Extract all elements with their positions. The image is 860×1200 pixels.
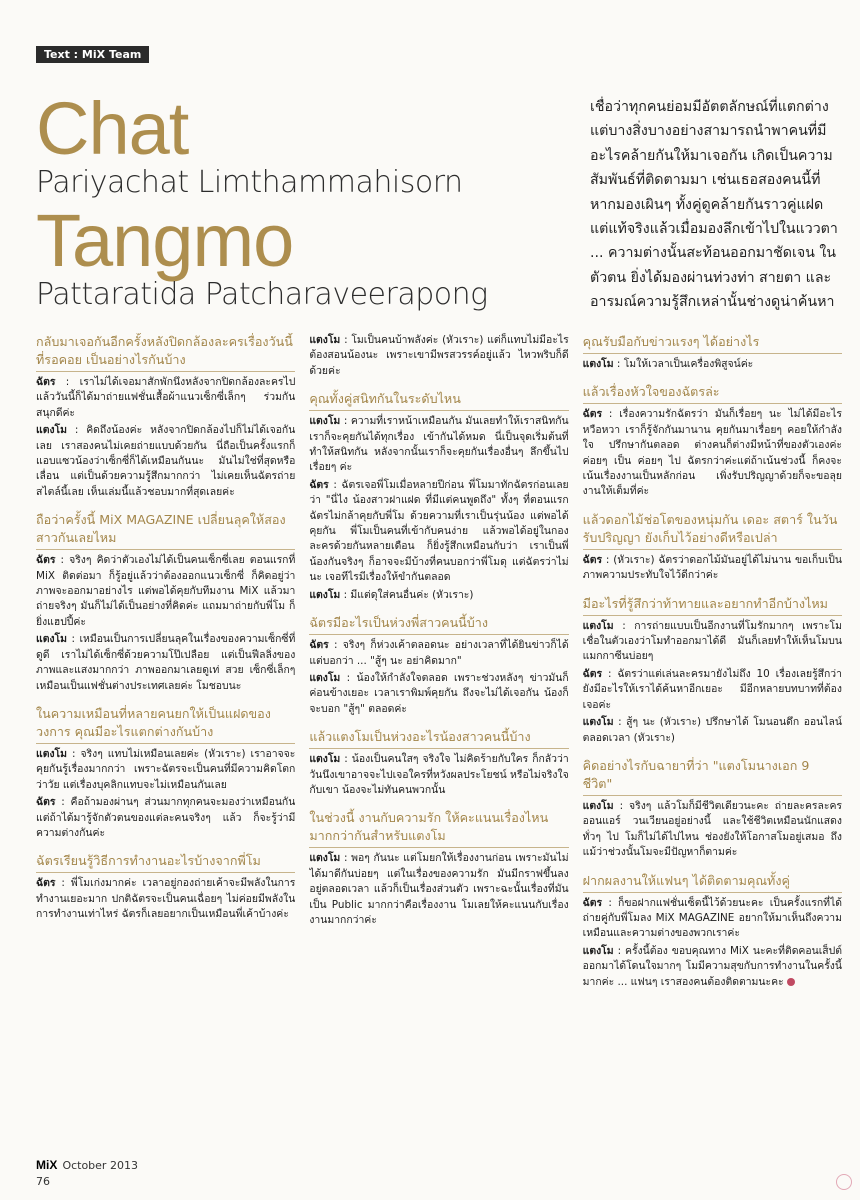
- question-heading: ฝากผลงานให้แฟนๆ ได้ติดตามคุณทั้งคู่: [583, 872, 842, 893]
- answer-paragraph: [583, 553, 842, 584]
- qa-block: [309, 333, 568, 379]
- name1-short: Chat: [36, 87, 189, 170]
- answer-text: : ฉัตรว่าแต่เล่นละครมายังไม่ถึง 10 เรื่องเลยรู้สึกว่ายังมีอะไรให้เราได้ค้นหาอีกเยอะ มีอีกหลายบทบาทที่ต้องเจอค่ะ: [582, 667, 842, 711]
- answer-paragraph: [309, 414, 568, 476]
- answer-paragraph: [309, 478, 568, 586]
- question-heading: คุณรับมือกับข่าวแรงๆ ได้อย่างไร: [583, 333, 842, 354]
- speaker-name: แตงโม: [36, 633, 67, 646]
- qa-block: [36, 705, 295, 841]
- answer-text: : มีแต่ดุใส่คนอื่นค่ะ (หัวเราะ): [343, 588, 474, 601]
- answer-text: : ความที่เราหน้าเหมือนกัน มันเลยทำให้เราสนิทกัน เราก็จะคุยกันได้ทุกเรื่อง เข้ากันได้หมด นี่เป็นจุดเริ่มต้นที่ทำให้สนิทกัน หลังจากนั้นเราก็จะคุยกันเรื่องอื่นๆ ลึกขึ้นไปเรื่อยๆ ค่ะ: [309, 415, 569, 474]
- answer-paragraph: [583, 667, 842, 713]
- question-heading: ในความเหมือนที่หลายคนยกให้เป็นแฝดของวงการ คุณมีอะไรแตกต่างกันบ้าง: [36, 705, 295, 744]
- page-number: 76: [36, 1175, 50, 1188]
- answer-paragraph: [309, 671, 568, 717]
- interview-column: [36, 333, 295, 1141]
- magazine-brand: MiX: [36, 1158, 58, 1172]
- speaker-name: ฉัตร: [582, 896, 603, 909]
- answer-paragraph: [36, 375, 295, 421]
- interview-columns: [36, 333, 842, 1141]
- answer-text: : พอๆ กันนะ แต่โมยกให้เรื่องงานก่อน เพราะมันไม่ได้มาดีกันบ่อยๆ แต่ในเรื่องของความรัก มันมีกราฟขึ้นลงอยู่ตลอดเวลา แล้วก็เป็นเรื่องส่วนตัว เพราะฉะนั้นเรื่องที่มันเป็น Public มากกว่าคือเรื่องงาน โมเลยให้คะแนนกับเรื่องงานมากกว่าค่ะ: [309, 852, 569, 926]
- answer-paragraph: [309, 333, 568, 379]
- corner-stamp-icon: [836, 1174, 852, 1190]
- qa-block: [583, 333, 842, 372]
- speaker-name: แตงโม: [582, 619, 614, 632]
- answer-text: : ครั้งนี้ต้อง ขอบคุณทาง MiX นะคะที่ติดคอนเส็ปต์ออกมาได้โดนใจมากๆ โมมีความสุขกับการทำงานในครั้งนี้มากค่ะ ... แฟนๆ เราสองคนต้องติดตามนะคะ: [582, 944, 842, 988]
- intro-paragraph: เชื่อว่าทุกคนย่อมมีอัตตลักษณ์ที่แตกต่าง แต่บางสิ่งบางอย่างสามารถนำพาคนที่มีอะไรคล้ายกันให้มาเจอกัน เกิดเป็นความสัมพันธ์ที่ติดตามมา เช่นเธอสองคนนี้ที่หากมองเผินๆ ทั้งคู่ดูคล้ายกันราวคู่แฝด แต่แท้จริงแล้วเมื่อมองลึกเข้าไปในแววตา ... ความต่างนั้นสะท้อนออกมาชัดเจน ในตัวตน ยิ่งได้มองผ่านท่วงท่า สายตา และอารมณ์ความรู้สึกเหล่านั้นช่างดูน่าค้นหา: [590, 99, 838, 311]
- speaker-name: แตงโม: [309, 588, 341, 601]
- question-heading: แล้วดอกไม้ช่อโตของหนุ่มกัน เดอะ สตาร์ ในวันรับปริญญา ยังเก็บไว้อย่างดีหรือเปล่า: [583, 511, 842, 550]
- speaker-name: แตงโม: [309, 852, 341, 865]
- interview-column: [309, 333, 568, 1141]
- answer-paragraph: [583, 944, 842, 990]
- answer-text: : พี่โมเก่งมากค่ะ เวลาอยู่กองถ่ายเค้าจะมีพลังในการทำงานเยอะมาก ปกติฉัตรจะเป็นคนเฉื่อยๆ ไม่ค่อยมีพลังในการทำงานเท่าไหร่ ฉัตรก็เลยอยากเป็นเหมือนพี่เค้าบ้างค่ะ: [36, 877, 296, 921]
- speaker-name: ฉัตร: [309, 478, 329, 491]
- answer-text: : เรื่องความรักฉัตรว่า มันก็เรื่อยๆ นะ ไม่ได้มีอะไรหวือหวา เราก็รู้จักกันมานาน คุยกันมาเรื่อยๆ คอยให้กำลังใจ ปรึกษากันตลอด ต่างคนก็ต่างมีหน้าที่ของตัวเองค่ะ ค่อยๆ เป็น ค่อยๆ ไป ฉัตรกว่าค่ะแต่ถ้าเน้นช่วงนี้ ก็คงจะเน้นเรื่องงานเป็นหลักก่อน เพิ่งรับปริญญาด้วยก็จะขอลุยงานให้เต็มที่ค่ะ: [582, 408, 842, 498]
- speaker-name: ฉัตร: [36, 554, 56, 567]
- answer-paragraph: [36, 423, 295, 500]
- answer-text: : ฉัตรเจอพี่โมเมื่อหลายปีก่อน พี่โมมาทักฉัตรก่อนเลยว่า "นี่ไง น้องสาวฝาแฝด ที่มีแต่คนพูดถึง" ทั้งๆ ที่ตอนแรกฉัตรไม่กล้าคุยกับพี่โม ด้วยความที่เราเป็นรุ่นน้อง แต่พอได้คุยกัน พี่โมเป็นคนที่เข้ากับคนง่าย แล้วพอได้อยู่ในกองละครด้วยกันหลายเดือน ก็ยิ่งรู้สึกเหมือนกับว่า เราเป็นพี่น้องกันจริงๆ ก็อาจจะมีบ้างที่คนบอกว่าพี่โมดุ แต่ฉัตรว่าไม่นะ เจอทีไรมีเรื่องให้ขำกันตลอด: [309, 478, 569, 584]
- speaker-name: ฉัตร: [582, 553, 603, 566]
- answer-paragraph: [36, 747, 295, 793]
- answer-paragraph: [309, 638, 568, 669]
- speaker-name: ฉัตร: [36, 376, 56, 388]
- issue-date: October 2013: [62, 1159, 138, 1172]
- answer-text: : เราไม่ได้เจอมาสักพักนึงหลังจากปิดกล้องละครไป แล้ววันนี้ก็ได้มาถ่ายแฟชั่นเสื้อผ้าแนวเซ็กซี่เล็กๆ ร่วมกัน สนุกดีค่ะ: [36, 376, 296, 419]
- qa-block: [583, 595, 842, 746]
- answer-paragraph: [583, 407, 842, 499]
- answer-text: : (หัวเราะ) ฉัตรว่าดอกไม้มันอยู่ได้ไม่นาน ขอเก็บเป็นภาพความประทับใจไว้ดีกว่าค่ะ: [582, 553, 842, 582]
- speaker-name: แตงโม: [582, 716, 614, 729]
- answer-text: : โมเป็นคนบ้าพลังค่ะ (หัวเราะ) แต่ก็แทบไม่มีอะไรต้องสอนน้องนะ เพราะเขามีพรสวรรค์อยู่แล้ว ไหวพริบก็ดีด้วยค่ะ: [309, 334, 569, 377]
- question-heading: ฉัตรเรียนรู้วิธีการทำงานอะไรบ้างจากพี่โม: [36, 852, 295, 873]
- answer-text: : จริงๆ แทบไม่เหมือนเลยค่ะ (หัวเราะ) เราอาจจะคุยกันรู้เรื่องมากกว่า เพราะฉัตรจะเป็นคนที่มีความคิดโตกว่าวัย แต่เรื่องบุคลิกแทบจะไม่เหมือนกันเลย: [36, 747, 296, 791]
- answer-paragraph: [36, 795, 295, 841]
- name2-full: Pattaratida Patcharaveerapong: [36, 277, 488, 312]
- speaker-name: แตงโม: [309, 415, 341, 428]
- answer-text: : คิดถึงน้องค่ะ หลังจากปิดกล้องไปก็ไม่ได้เจอกันเลย เราสองคนไม่เคยถ่ายแบบด้วยกัน นี่ถือเป็นครั้งแรกก็แอบแซวน้องว่าเซ็กซี่ก็ได้เหมือนกันนะ มันไม่ใช่ที่สุดหรือเลื่อน แต่เป็นด้วยความรู้สึกมากกว่า ไม่เคยเห็นฉัตรถ่ายสไตล์นี้เลย เห็นเล่มนี้แล้วชอบมากที่สุดเลยค่ะ: [36, 424, 296, 498]
- answer-paragraph: [36, 876, 295, 922]
- qa-block: [583, 511, 842, 584]
- qa-block: [309, 390, 568, 603]
- answer-paragraph: [583, 715, 842, 746]
- answer-text: : น้องเป็นคนใสๆ จริงใจ ไม่คิดร้ายกับใคร ก็กลัวว่าวันนึงเขาอาจจะไปเจอใครที่หวังผลประโยชน์ หรือไม่จริงใจกับเขา น้องจะไม่ทันคนพวกนั้น: [309, 753, 569, 796]
- answer-paragraph: [36, 553, 295, 630]
- speaker-name: แตงโม: [582, 799, 614, 812]
- qa-block: [583, 872, 842, 990]
- qa-block: [309, 728, 568, 798]
- question-heading: ในช่วงนี้ งานกับความรัก ให้คะแนนเรื่องไหนมากกว่ากันสำหรับแตงโม: [309, 809, 568, 848]
- qa-block: [583, 383, 842, 499]
- name2-short: Tangmo: [36, 199, 294, 282]
- question-heading: คุณทั้งคู่สนิทกันในระดับไหน: [309, 390, 568, 411]
- qa-block: [309, 614, 568, 717]
- answer-text: : จริงๆ แล้วโมก็มีชีวิตเดียวนะคะ ถ่ายละครละครออนแอร์ วนเวียนอยู่อย่างนี้ และใช้ชีวิตเหมือนนักแสดงทั่วๆ ไป โมก็ไม่ได้ไปไหน ช่องยังให้โอกาสโมอยู่เสมอ ถึงแม้ว่าช่วงนั้นโมจะมีปัญหาก็ตามค่ะ: [582, 799, 842, 859]
- article-titles: [36, 87, 576, 316]
- qa-block: [36, 333, 295, 500]
- speaker-name: ฉัตร: [36, 877, 56, 890]
- answer-text: : เหมือนเป็นการเปลี่ยนลุคในเรื่องของความเซ็กซี่ที่ดูดี เราไม่ได้เซ็กซี่ด้วยความโป๊เปลือย แต่เป็นฟีลลิ่งของภาพและแสงมากกว่า ภาพออกมาเลยดูเท่ สวย เซ็กซี่เล็กๆ เหมือนเป็นแฟชั่นต่างประเทศเลยค่ะ โมชอบนะ: [36, 633, 296, 692]
- name1-full: Pariyachat Limthammahisorn: [36, 165, 463, 200]
- interview-column: [583, 333, 842, 1141]
- qa-block: [36, 852, 295, 922]
- answer-paragraph: [583, 896, 842, 942]
- answer-text: : น้องให้กำลังใจตลอด เพราะช่วงหลังๆ ข่าวมันก็ค่อนข้างเยอะ เวลาเราพิมพ์คุยกัน ถึงจะไม่ได้เจอกัน น้องก็จะบอก "สู้ๆ" ตลอดค่ะ: [309, 671, 569, 715]
- answer-text: : จริงๆ ก็ห่วงเค้าตลอดนะ อย่างเวลาที่ได้ยินข่าวก็ได้แต่บอกว่า ... "สู้ๆ นะ อย่าคิดมาก": [309, 639, 569, 667]
- question-heading: กลับมาเจอกันอีกครั้งหลังปิดกล้องละครเรื่องวันนี้ที่รอคอย เป็นอย่างไรกันบ้าง: [36, 333, 295, 372]
- answer-paragraph: [309, 752, 568, 798]
- speaker-name: แตงโม: [309, 671, 341, 684]
- speaker-name: ฉัตร: [309, 639, 329, 652]
- page-footer: [36, 1154, 138, 1188]
- question-heading: ฉัตรมีอะไรเป็นห่วงพี่สาวคนนี้บ้าง: [309, 614, 568, 635]
- question-heading: แล้วเรื่องหัวใจของฉัตรล่ะ: [583, 383, 842, 404]
- speaker-name: แตงโม: [36, 424, 67, 437]
- answer-paragraph: [309, 588, 568, 603]
- answer-text: : สู้ๆ นะ (หัวเราะ) ปรึกษาได้ โมนอนดึก ออนไลน์ตลอดเวลา (หัวเราะ): [582, 716, 842, 744]
- speaker-name: แตงโม: [309, 753, 341, 766]
- question-heading: ถือว่าครั้งนี้ MiX MAGAZINE เปลี่ยนลุคให้สองสาวกันเลยไหม: [36, 511, 295, 550]
- speaker-name: แตงโม: [36, 747, 67, 760]
- answer-text: : จริงๆ คิดว่าตัวเองไม่ได้เป็นคนเซ็กซี่เลย ตอนแรกที่ MiX ติดต่อมา ก็รู้อยู่แล้วว่าต้องออกแนวเซ็กซี่ ก็คิดอยู่ว่าภาพจะออกมาอย่างไร แต่พอได้คุยกับทีมงาน MiX แล้วมาถ่ายจริงๆ มันก็ไม่ได้เป็นอย่างที่คิดค่ะ แถมมาถ่ายกับพี่โม ก็ยิ่งแฮปปี้ค่ะ: [36, 554, 296, 628]
- question-heading: มีอะไรที่รู้สึกว่าท้าทายและอยากทำอีกบ้างไหม: [583, 595, 842, 616]
- answer-paragraph: [36, 632, 295, 694]
- qa-block: [309, 809, 568, 928]
- speaker-name: ฉัตร: [36, 796, 56, 809]
- answer-text: : คือถ้ามองผ่านๆ ส่วนมากทุกคนจะมองว่าเหมือนกัน แต่ถ้าได้มารู้จักตัวตนของแต่ละคนจริงๆ แล้ว ก็จะรู้ว่ามีความต่างกันค่ะ: [36, 796, 296, 839]
- answer-text: : ก็ขอฝากแฟชั่นเซ็ตนี้ไว้ด้วยนะคะ เป็นครั้งแรกที่ได้ถ่ายคู่กับพี่โมลง MiX MAGAZINE อยากให้มาเห็นถึงความเหมือนและความต่างของพวกเราค่ะ: [582, 896, 842, 940]
- speaker-name: แตงโม: [309, 334, 341, 346]
- speaker-name: ฉัตร: [582, 667, 603, 680]
- author-credit: Text : MiX Team: [36, 46, 149, 63]
- answer-paragraph: [583, 357, 842, 372]
- answer-paragraph: [309, 851, 568, 928]
- qa-block: [583, 757, 842, 861]
- speaker-name: ฉัตร: [582, 408, 603, 421]
- answer-paragraph: [583, 619, 842, 665]
- end-mark-icon: [787, 978, 795, 986]
- speaker-name: แตงโม: [582, 944, 614, 957]
- speaker-name: แตงโม: [582, 358, 614, 370]
- qa-block: [36, 511, 295, 694]
- answer-text: : โมให้เวลาเป็นเครื่องพิสูจน์ค่ะ: [616, 358, 754, 370]
- question-heading: คิดอย่างไรกับฉายาที่ว่า "แตงโมนางเอก 9 ชีวิต": [583, 757, 842, 796]
- question-heading: แล้วแตงโมเป็นห่วงอะไรน้องสาวคนนี้บ้าง: [309, 728, 568, 749]
- answer-paragraph: [583, 799, 842, 861]
- answer-text: : การถ่ายแบบเป็นอีกงานที่โมรักมากๆ เพราะโมเชื่อในตัวเองว่าโมทำออกมาได้ดี มันก็เลยทำให้เห็นโมบนแมกกาซีนบ่อยๆ: [582, 619, 842, 663]
